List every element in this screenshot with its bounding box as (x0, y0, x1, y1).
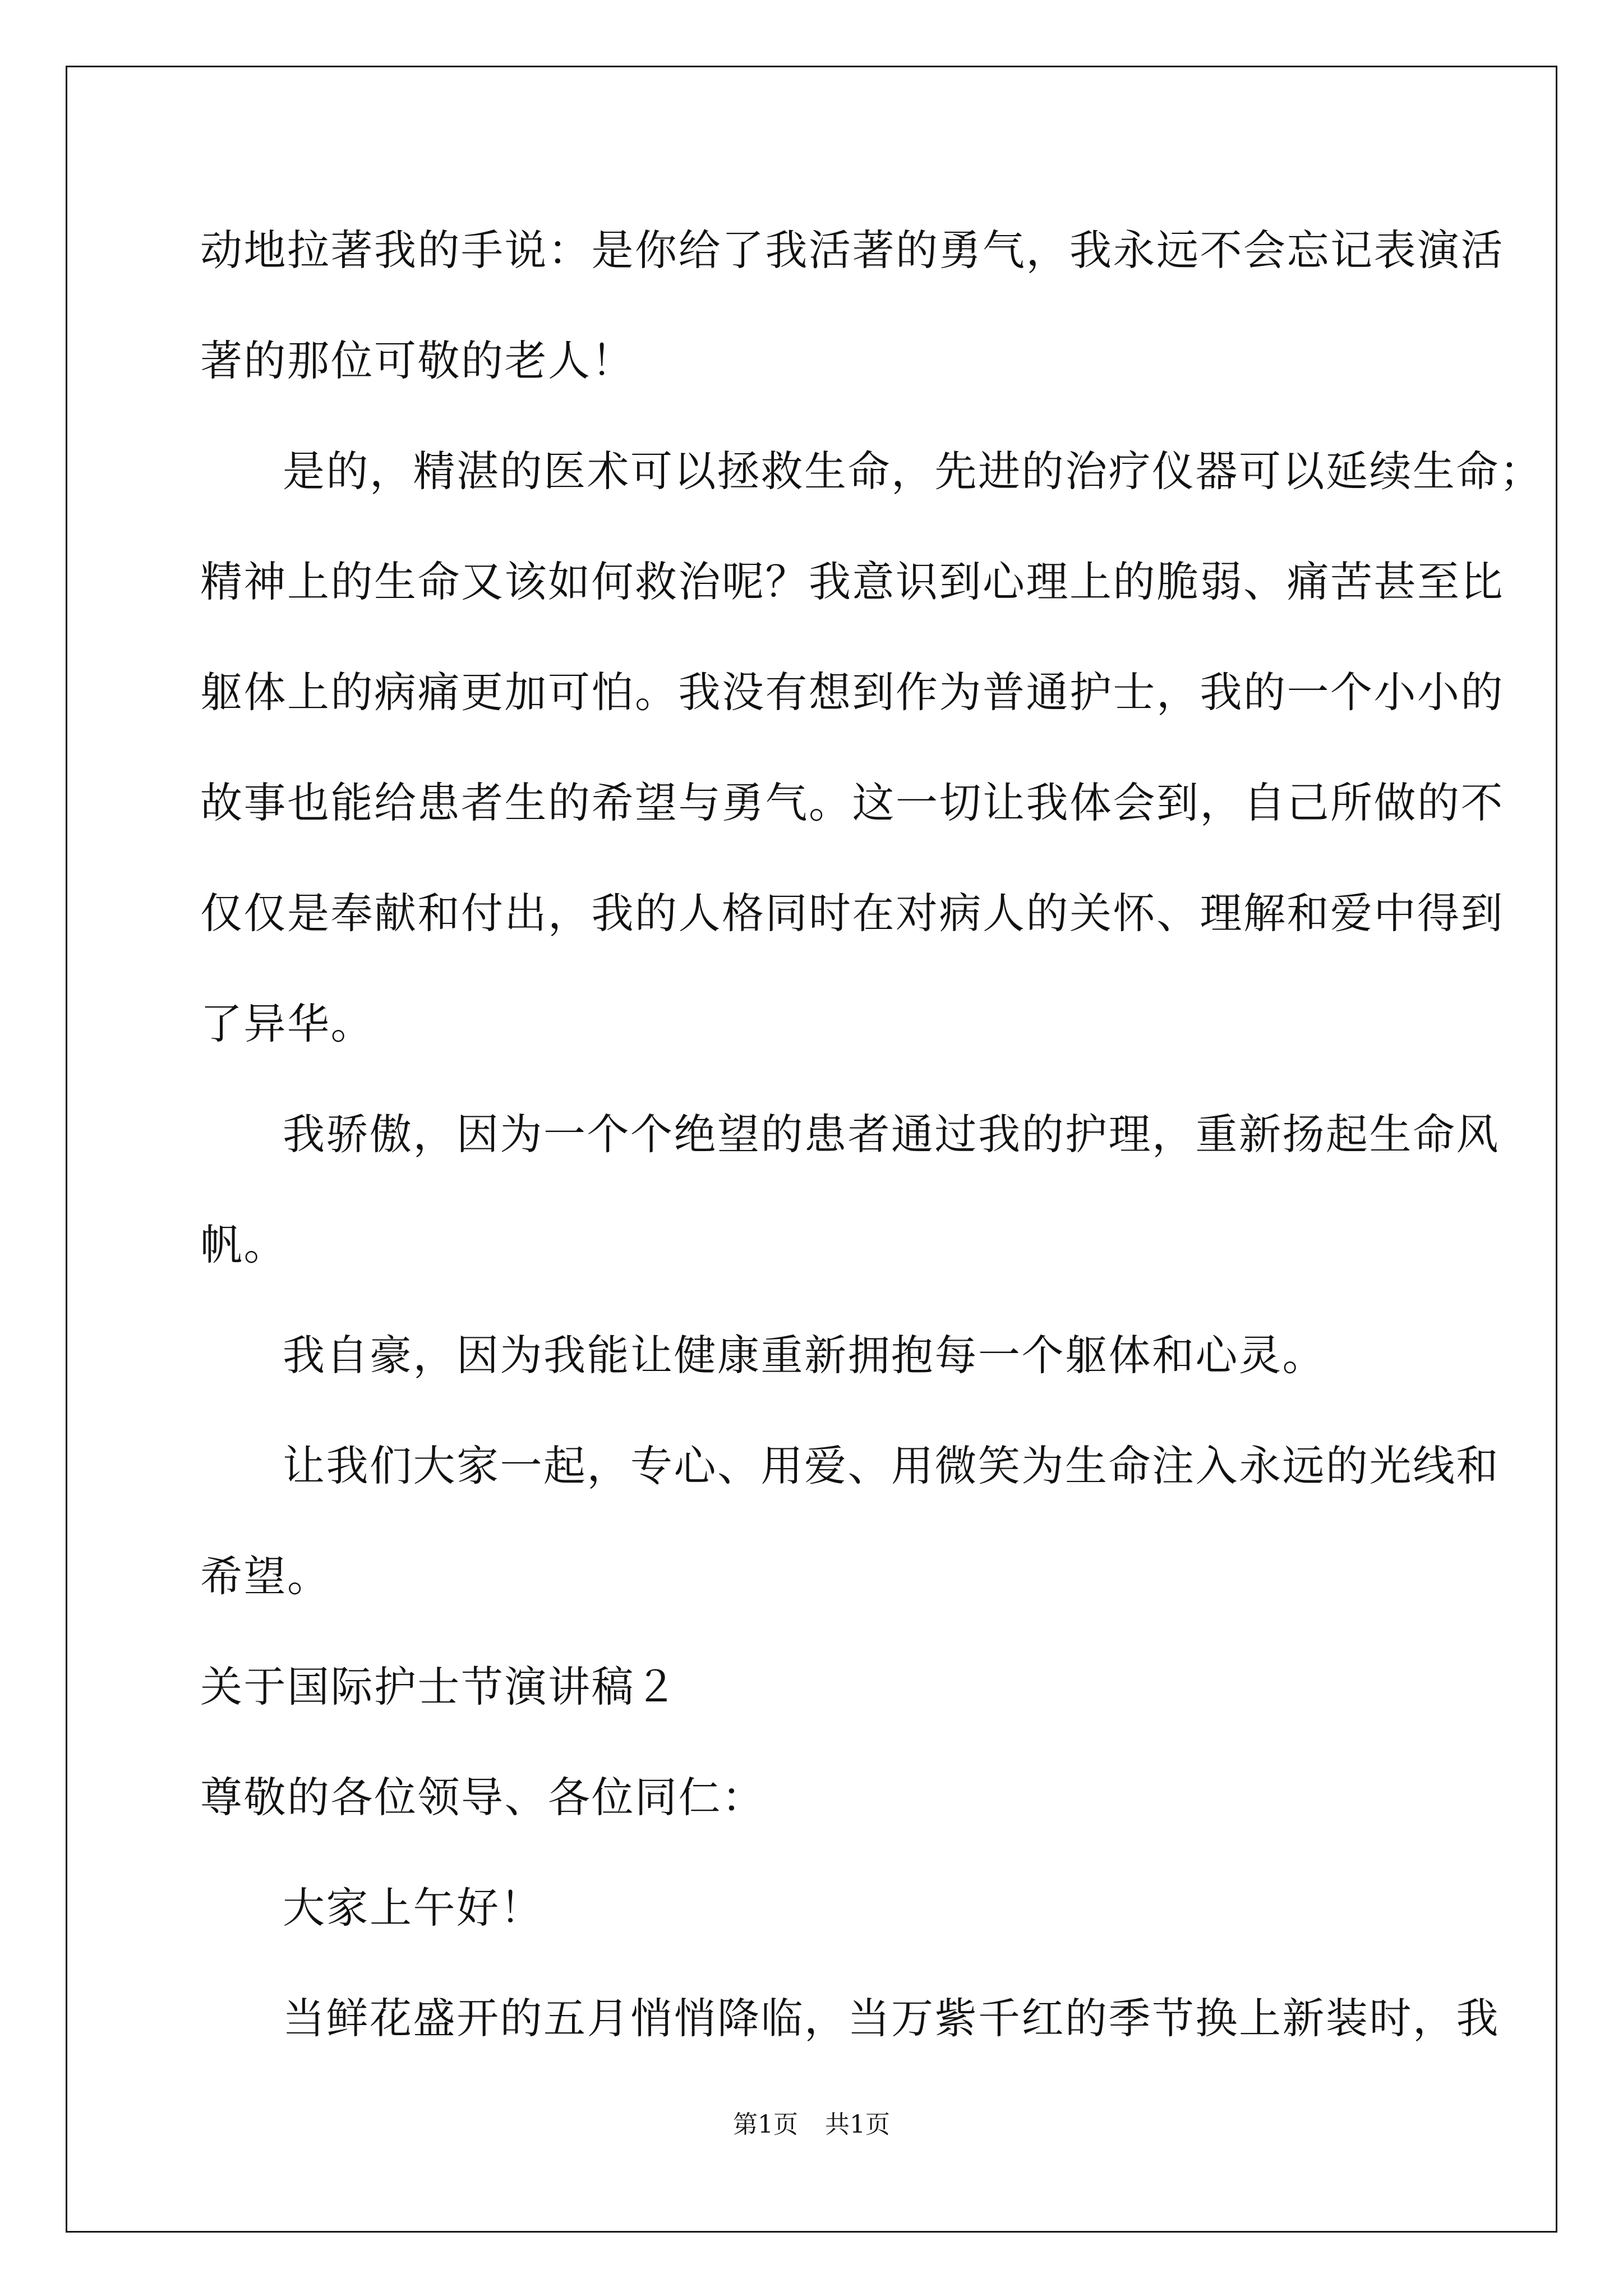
greeting: 大家上午好！ (283, 1883, 544, 1932)
text-line-8: 了异华。 (200, 999, 375, 1048)
section-title: 关于国际护士节演讲稿２ (200, 1662, 679, 1711)
text-line-10: 帆。 (200, 1220, 288, 1269)
salutation: 尊敬的各位领导、各位同仁： (200, 1773, 766, 1822)
text-line-11: 我自豪，因为我能让健康重新拥抱每一个躯体和心灵。 (283, 1331, 1326, 1380)
page-total: 共1页 (825, 2110, 890, 2139)
text-line-5: 躯体上的病痛更加可怕。我没有想到作为普通护士，我的一个小小的 (200, 668, 1505, 717)
text-line-6: 故事也能给患者生的希望与勇气。这一切让我体会到，自己所做的不 (200, 778, 1505, 827)
text-line-7: 仅仅是奉献和付出，我的人格同时在对病人的关怀、理解和爱中得到 (200, 889, 1505, 938)
text-line-13: 希望。 (200, 1552, 331, 1601)
text-line-12: 让我们大家一起，专心、用爱、用微笑为生命注入永远的光线和 (283, 1441, 1500, 1490)
page-footer (0, 2108, 1623, 2142)
text-line-4: 精神上的生命又该如何救治呢？我意识到心理上的脆弱、痛苦甚至比 (200, 557, 1505, 606)
text-line-2: 著的那位可敬的老人！ (200, 336, 635, 385)
text-line-9: 我骄傲，因为一个个绝望的患者通过我的护理，重新扬起生命风 (283, 1110, 1500, 1159)
text-line-17: 当鲜花盛开的五月悄悄降临，当万紫千红的季节换上新装时，我 (283, 1994, 1500, 2043)
text-line-1: 动地拉著我的手说：是你给了我活著的勇气，我永远不会忘记表演活 (200, 226, 1505, 275)
page-number: 第1页 (733, 2110, 798, 2139)
text-line-3: 是的，精湛的医术可以拯救生命，先进的治疗仪器可以延续生命； (283, 447, 1543, 496)
